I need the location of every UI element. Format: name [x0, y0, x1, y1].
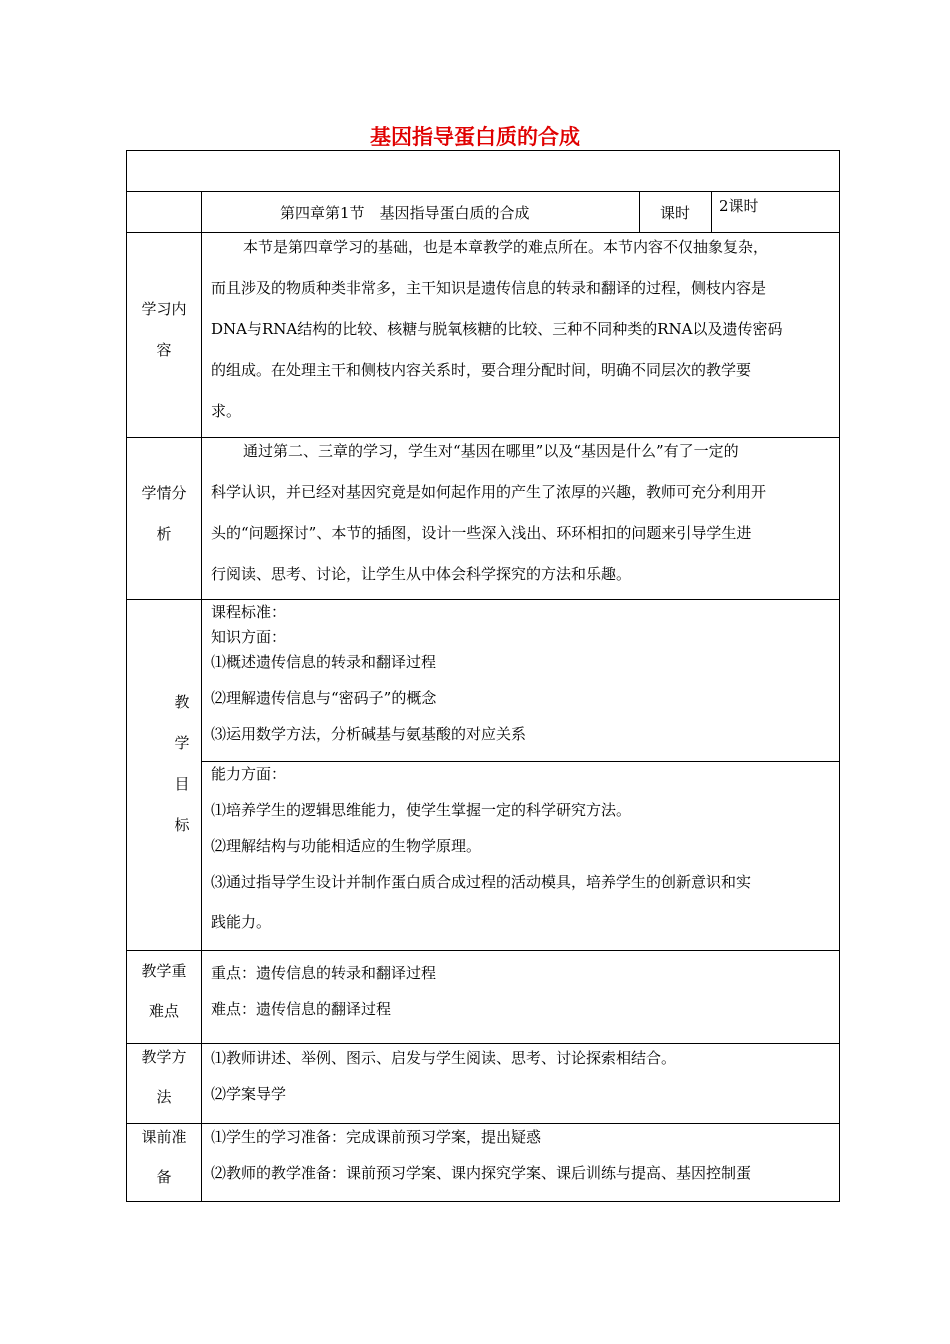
analysis-line: 行阅读、思考、讨论，让学生从中体会科学探究的方法和乐趣。	[211, 565, 632, 583]
section-heading: 第四章第1节 基因指导蛋白质的合成	[280, 204, 530, 222]
methods-label	[127, 1047, 201, 1107]
analysis-label	[127, 483, 201, 544]
label-line: 析	[156, 525, 172, 543]
goal-line: ⑴概述遗传信息的转录和翻译过程	[211, 653, 437, 671]
row-divider	[127, 437, 839, 438]
analysis-line: 通过第二、三章的学习，学生对“基因在哪里”以及“基因是什么”有了一定的	[243, 442, 739, 460]
preparation-line: ⑵教师的教学准备：课前预习学案、课内探究学案、课后训练与提高、基因控制蛋	[211, 1164, 752, 1182]
content-line: 本节是第四章学习的基础，也是本章教学的难点所在。本节内容不仅抽象复杂，	[243, 238, 769, 256]
row-divider	[127, 950, 839, 951]
goal-line: ⑶运用数学方法，分析碱基与氨基酸的对应关系	[211, 725, 527, 743]
column-divider	[639, 191, 640, 232]
goals-label	[145, 692, 219, 835]
label-char: 教	[174, 693, 190, 711]
goal-line: ⑶通过指导学生设计并制作蛋白质合成过程的活动模具，培养学生的创新意识和实	[211, 873, 752, 891]
label-char: 目	[174, 775, 190, 793]
period-value: 2课时	[719, 197, 759, 215]
label-char: 标	[174, 816, 190, 834]
row-divider	[127, 232, 839, 233]
goal-line: 能力方面：	[211, 765, 287, 783]
column-divider	[711, 191, 712, 232]
label-line: 教学方	[141, 1048, 187, 1066]
preparation-line: ⑴学生的学习准备：完成课前预习学案，提出疑惑	[211, 1128, 542, 1146]
content-line: DNA与RNA结构的比较、核糖与脱氧核糖的比较、三种不同种类的RNA以及遗传密码	[211, 320, 783, 338]
period-label: 课时	[660, 204, 691, 222]
analysis-line: 科学认识，并已经对基因究竟是如何起作用的产生了浓厚的兴趣，教师可充分利用开	[211, 483, 767, 501]
goal-line: ⑴培养学生的逻辑思维能力，使学生掌握一定的科学研究方法。	[211, 801, 632, 819]
label-char: 学	[174, 734, 190, 752]
key-points-label	[127, 961, 201, 1021]
preparation-label	[127, 1127, 201, 1187]
key-point-line: 重点：遗传信息的转录和翻译过程	[211, 964, 437, 982]
label-line: 备	[156, 1168, 172, 1186]
goal-line: ⑵理解遗传信息与“密码子”的概念	[211, 689, 437, 707]
label-line: 难点	[148, 1002, 179, 1020]
label-line: 课前准	[141, 1128, 187, 1146]
label-line: 学习内	[141, 300, 187, 318]
label-line: 学情分	[141, 484, 187, 502]
content-line: 的组成。在处理主干和侧枝内容关系时，要合理分配时间，明确不同层次的教学要	[211, 361, 752, 379]
label-line: 容	[156, 341, 172, 359]
lesson-plan-table	[126, 150, 840, 1202]
goal-line: 知识方面：	[211, 628, 287, 646]
goal-line: 践能力。	[211, 913, 272, 931]
key-point-line: 难点：遗传信息的翻译过程	[211, 1000, 392, 1018]
content-line: 求。	[211, 402, 242, 420]
row-divider	[127, 1123, 839, 1124]
document-title: 基因指导蛋白质的合成	[370, 125, 580, 149]
content-label	[127, 299, 201, 360]
method-line: ⑴教师讲述、举例、图示、启发与学生阅读、思考、讨论探索相结合。	[211, 1049, 677, 1067]
goal-line: ⑵理解结构与功能相适应的生物学原理。	[211, 837, 482, 855]
row-divider	[127, 599, 839, 600]
analysis-line: 头的“问题探讨”、本节的插图，设计一些深入浅出、环环相扣的问题来引导学生进	[211, 524, 752, 542]
row-divider	[127, 1043, 839, 1044]
method-line: ⑵学案导学	[211, 1085, 287, 1103]
row-divider	[201, 761, 839, 762]
label-line: 教学重	[141, 962, 187, 980]
content-line: 而且涉及的物质种类非常多，主干知识是遗传信息的转录和翻译的过程，侧枝内容是	[211, 279, 767, 297]
goal-line: 课程标准：	[211, 603, 287, 621]
label-line: 法	[156, 1088, 172, 1106]
row-divider	[127, 191, 839, 192]
